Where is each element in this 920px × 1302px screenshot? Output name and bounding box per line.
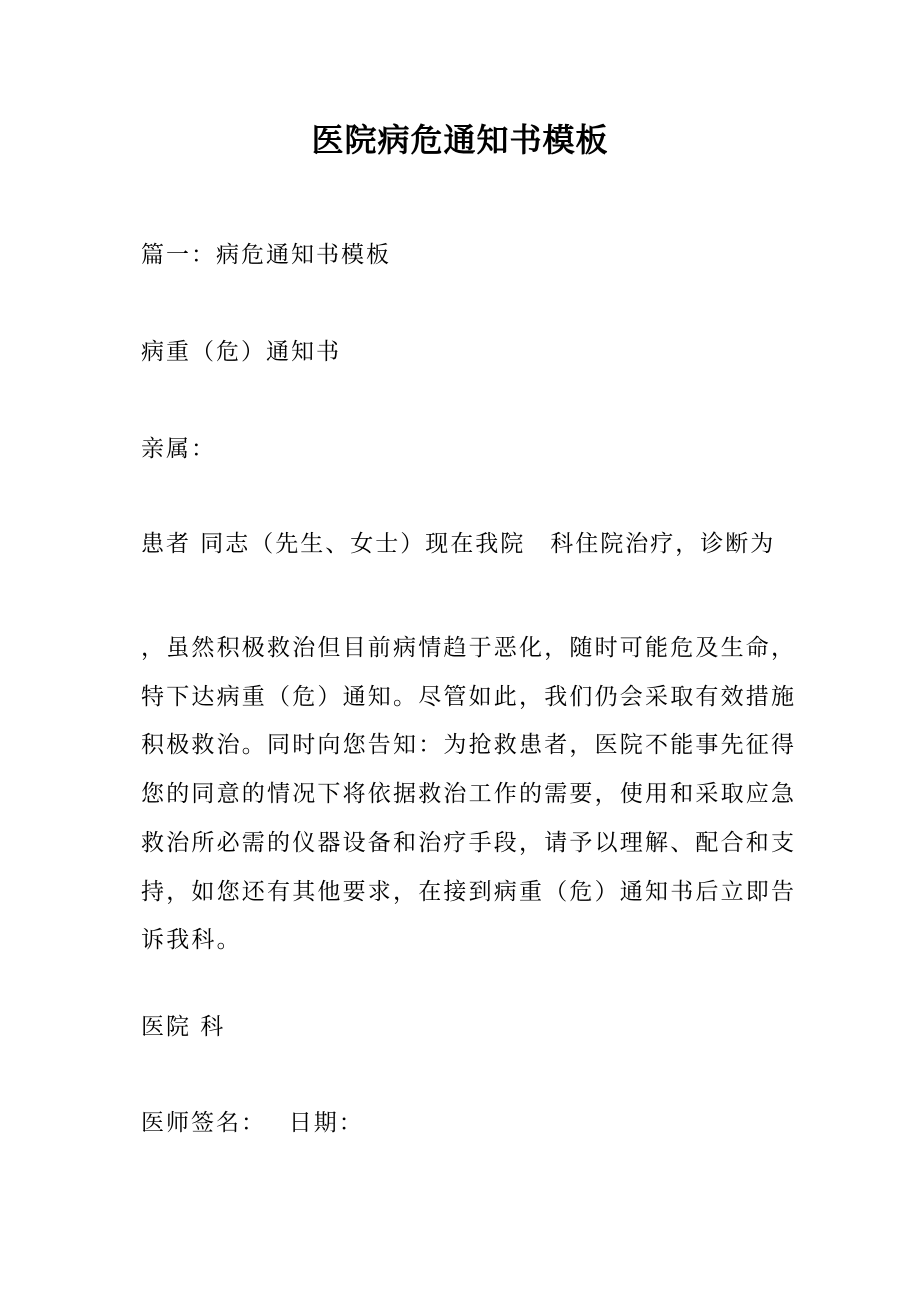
recipient-line: 亲属：	[141, 436, 216, 462]
department-line: 医院 科	[141, 1014, 226, 1040]
signature-date-line: 医师签名： 日期：	[141, 1110, 364, 1136]
body-line: 特下达病重（危）通知。尽管如此，我们仍会采取有效措施	[141, 683, 797, 710]
notice-title: 病重（危）通知书	[141, 339, 341, 365]
document-title: 医院病危通知书模板	[311, 121, 609, 159]
body-line: 积极救治。同时向您告知：为抢救患者，医院不能事先征得	[141, 732, 797, 759]
body-line: 您的同意的情况下将依据救治工作的需要，使用和采取应急	[141, 781, 797, 808]
patient-line: 患者 同志（先生、女士）现在我院 科住院治疗，诊断为	[141, 531, 776, 557]
notice-body-paragraph	[141, 624, 801, 965]
body-line: 诉我科。	[141, 927, 242, 954]
body-line: 救治所必需的仪器设备和治疗手段，请予以理解、配合和支	[141, 829, 797, 856]
body-line: 持，如您还有其他要求，在接到病重（危）通知书后立即告	[141, 878, 797, 905]
section-heading: 篇一：病危通知书模板	[141, 242, 391, 268]
body-line: ，虽然积极救治但目前病情趋于恶化，随时可能危及生命，	[141, 635, 797, 661]
